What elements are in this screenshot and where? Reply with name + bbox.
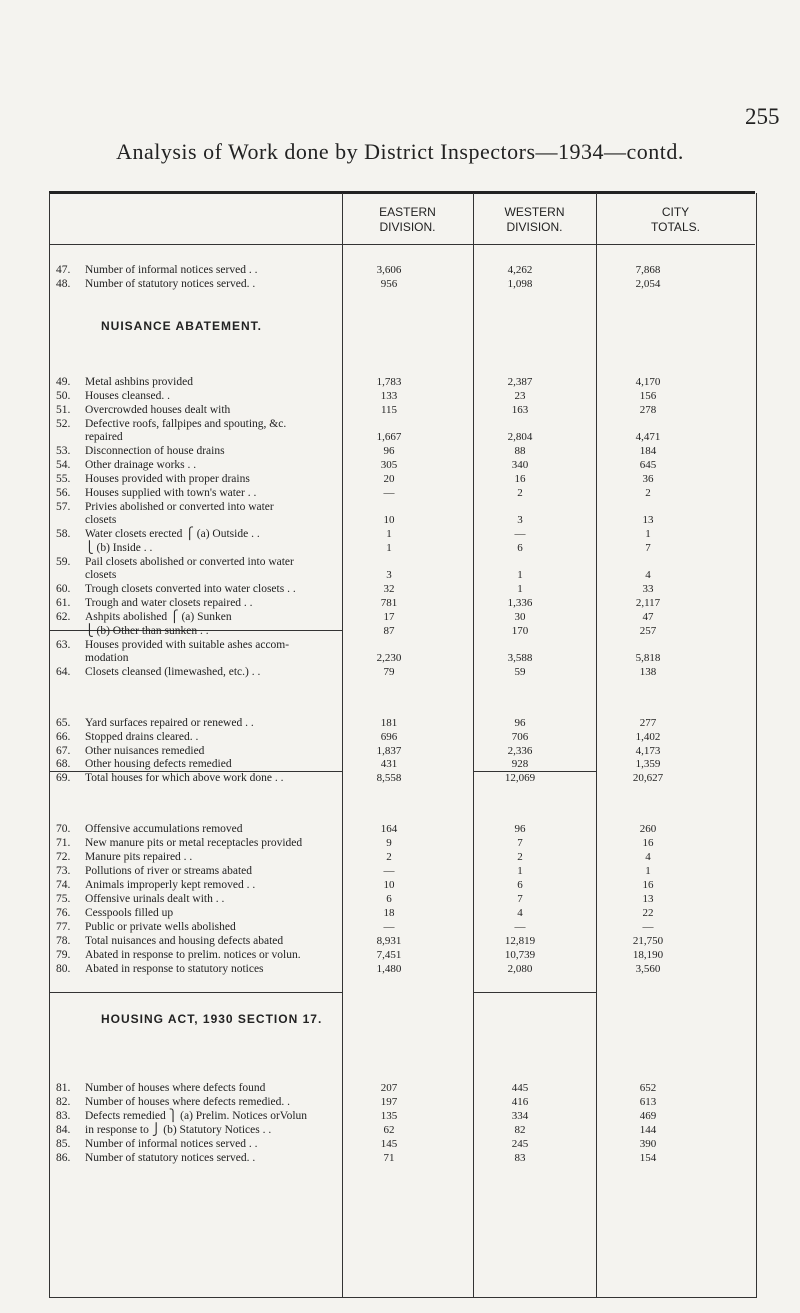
city-value: 277 (639, 717, 657, 729)
city-value: 2,054 (635, 278, 661, 290)
row-label: Defects remedied ⎫ (a) Prelim. Notices orVolun (85, 1110, 308, 1122)
row-label: Abated in response to prelim. notices or volun. (85, 949, 301, 961)
eastern-value: 164 (380, 823, 398, 835)
row-number: 47. (56, 264, 71, 276)
row-label: Number of informal notices served . . (85, 264, 258, 276)
city-value: 390 (639, 1138, 657, 1150)
row-number: 86. (56, 1152, 71, 1164)
row-label: Manure pits repaired . . (85, 851, 193, 863)
eastern-value: 8,558 (376, 772, 402, 784)
row-number: 71. (56, 837, 71, 849)
city-value: 22 (642, 907, 654, 919)
eastern-value: 62 (383, 1124, 395, 1136)
city-value: 278 (639, 404, 657, 416)
eastern-value: 10 (383, 514, 395, 526)
row-label: Water closets erected ⎧ (a) Outside . . (85, 528, 260, 540)
eastern-value: 115 (380, 404, 398, 416)
eastern-value: 696 (380, 731, 398, 743)
western-value: 340 (511, 459, 529, 471)
city-value: 5,818 (635, 652, 661, 664)
eastern-value: 1,667 (376, 431, 402, 443)
row-number: 77. (56, 921, 71, 933)
eastern-value: 9 (386, 837, 392, 849)
city-value: 4,170 (635, 376, 661, 388)
western-value: 706 (511, 731, 529, 743)
row-number: 79. (56, 949, 71, 961)
western-value: 3 (517, 514, 523, 526)
eastern-value: 8,931 (376, 935, 402, 947)
city-value: 18,190 (632, 949, 664, 961)
row-number: 59. (56, 556, 71, 568)
western-value: 2,804 (507, 431, 533, 443)
city-value: 144 (639, 1124, 657, 1136)
eastern-value: 6 (386, 893, 392, 905)
header-city-line1: CITY (661, 205, 690, 219)
row-label: Houses provided with proper drains (85, 473, 250, 485)
city-value: 645 (639, 459, 657, 471)
row-label: Other drainage works . . (85, 459, 197, 471)
city-value: 652 (639, 1082, 657, 1094)
page-title: Analysis of Work done by District Inspectors—1934—contd. (116, 139, 684, 164)
row-label: Number of informal notices served . . (85, 1138, 258, 1150)
western-value: 2,387 (507, 376, 533, 388)
eastern-value: 2,230 (376, 652, 402, 664)
city-value: 184 (639, 445, 657, 457)
row-label: Total nuisances and housing defects abated (85, 935, 284, 947)
city-value: 1 (645, 528, 651, 540)
column-divider (342, 193, 343, 1297)
row-label: Houses cleansed. . (85, 390, 170, 402)
row-number: 48. (56, 278, 71, 290)
row-label: Pail closets abolished or converted into water (85, 556, 294, 568)
western-value: 928 (511, 758, 529, 770)
eastern-value: — (383, 921, 395, 933)
row-label: Cesspools filled up (85, 907, 174, 919)
eastern-value: 20 (383, 473, 395, 485)
eastern-value: 7,451 (376, 949, 402, 961)
western-value: 23 (514, 390, 526, 402)
row-number: 80. (56, 963, 71, 975)
western-value: 10,739 (504, 949, 536, 961)
eastern-value: 96 (383, 445, 395, 457)
city-value: 7 (645, 542, 651, 554)
row-label: Houses provided with suitable ashes accom- (85, 639, 290, 651)
row-number: 70. (56, 823, 71, 835)
western-value: 7 (517, 893, 523, 905)
western-value: 170 (511, 625, 529, 637)
section-separator (49, 992, 342, 993)
row-label: ⎩ (b) Other than sunken . . (85, 625, 209, 637)
western-value: 6 (517, 542, 523, 554)
city-value: 257 (639, 625, 657, 637)
eastern-value: 3 (386, 569, 392, 581)
western-value: 96 (514, 717, 526, 729)
eastern-value: 197 (380, 1096, 398, 1108)
column-divider (596, 193, 597, 1297)
row-label: repaired (85, 431, 123, 443)
row-number: 57. (56, 501, 71, 513)
western-value: 1 (517, 583, 523, 595)
row-number: 55. (56, 473, 71, 485)
eastern-value: 71 (383, 1152, 395, 1164)
western-value: — (514, 528, 526, 540)
row-label: Trough and water closets repaired . . (85, 597, 253, 609)
header-eastern-line1: EASTERN (379, 205, 436, 219)
western-value: 1,098 (507, 278, 533, 290)
row-label: Offensive accumulations removed (85, 823, 243, 835)
western-value: 7 (517, 837, 523, 849)
row-number: 82. (56, 1096, 71, 1108)
row-number: 84. (56, 1124, 71, 1136)
row-label: Closets cleansed (limewashed, etc.) . . (85, 666, 261, 678)
western-value: 445 (511, 1082, 529, 1094)
row-label: closets (85, 569, 117, 581)
header-western-line1: WESTERN (504, 205, 565, 219)
section-heading-housing: HOUSING ACT, 1930 SECTION 17. (101, 1012, 323, 1026)
row-number: 74. (56, 879, 71, 891)
city-value: 138 (639, 666, 657, 678)
eastern-value: 2 (386, 851, 392, 863)
western-value: 334 (511, 1110, 529, 1122)
row-label: New manure pits or metal receptacles provided (85, 837, 303, 849)
row-label: Ashpits abolished ⎧ (a) Sunken (85, 611, 232, 623)
western-value: 416 (511, 1096, 529, 1108)
row-number: 73. (56, 865, 71, 877)
eastern-value: 1 (386, 528, 392, 540)
city-value: 4 (645, 569, 651, 581)
city-value: 1 (645, 865, 651, 877)
row-label: Houses supplied with town's water . . (85, 487, 257, 499)
city-value: 21,750 (632, 935, 664, 947)
city-value: 7,868 (635, 264, 661, 276)
row-label: Number of houses where defects found (85, 1082, 266, 1094)
header-western (473, 205, 596, 235)
eastern-value: 17 (383, 611, 395, 623)
row-label: Yard surfaces repaired or renewed . . (85, 717, 254, 729)
row-number: 51. (56, 404, 71, 416)
eastern-value: 32 (383, 583, 395, 595)
city-value: — (642, 921, 654, 933)
city-value: 16 (642, 879, 654, 891)
western-value: 1 (517, 569, 523, 581)
city-value: 1,402 (635, 731, 661, 743)
row-number: 49. (56, 376, 71, 388)
row-label: ⎩ (b) Inside . . (85, 542, 153, 554)
row-number: 62. (56, 611, 71, 623)
row-label: Defective roofs, fallpipes and spouting, &c. (85, 418, 287, 430)
row-number: 58. (56, 528, 71, 540)
eastern-value: — (383, 865, 395, 877)
row-number: 64. (56, 666, 71, 678)
eastern-value: 305 (380, 459, 398, 471)
row-number: 60. (56, 583, 71, 595)
row-label: Offensive urinals dealt with . . (85, 893, 225, 905)
eastern-value: 3,606 (376, 264, 402, 276)
western-value: 30 (514, 611, 526, 623)
eastern-value: 1,480 (376, 963, 402, 975)
western-value: 3,588 (507, 652, 533, 664)
city-value: 613 (639, 1096, 657, 1108)
row-number: 75. (56, 893, 71, 905)
city-value: 469 (639, 1110, 657, 1122)
eastern-value: 431 (380, 758, 398, 770)
eastern-value: — (383, 487, 395, 499)
row-label: Overcrowded houses dealt with (85, 404, 231, 416)
row-label: Stopped drains cleared. . (85, 731, 199, 743)
western-value: 16 (514, 473, 526, 485)
row-number: 50. (56, 390, 71, 402)
header-eastern-line2: DIVISION. (379, 220, 436, 234)
western-value: 2,336 (507, 745, 533, 757)
western-value: 2,080 (507, 963, 533, 975)
row-number: 54. (56, 459, 71, 471)
row-label: Number of statutory notices served. . (85, 278, 256, 290)
city-value: 4,471 (635, 431, 661, 443)
western-value: 6 (517, 879, 523, 891)
row-label: Pollutions of river or streams abated (85, 865, 253, 877)
row-label: Number of statutory notices served. . (85, 1152, 256, 1164)
city-value: 36 (642, 473, 654, 485)
row-number: 83. (56, 1110, 71, 1122)
eastern-value: 135 (380, 1110, 398, 1122)
section-heading-nuisance: NUISANCE ABATEMENT. (101, 319, 263, 333)
eastern-value: 207 (380, 1082, 398, 1094)
eastern-value: 781 (380, 597, 398, 609)
row-label: Abated in response to statutory notices (85, 963, 264, 975)
western-value: 59 (514, 666, 526, 678)
eastern-value: 181 (380, 717, 398, 729)
row-label: Animals improperly kept removed . . (85, 879, 256, 891)
city-value: 2 (645, 487, 651, 499)
row-label: Privies abolished or converted into water (85, 501, 274, 513)
header-city-line2: TOTALS. (651, 220, 700, 234)
western-value: 4,262 (507, 264, 533, 276)
eastern-value: 1,783 (376, 376, 402, 388)
city-value: 260 (639, 823, 657, 835)
row-number: 69. (56, 772, 71, 784)
page-number: 255 (745, 104, 780, 129)
western-value: 163 (511, 404, 529, 416)
header-eastern (342, 205, 473, 235)
row-label: Total houses for which above work done . . (85, 772, 284, 784)
western-value: 245 (511, 1138, 529, 1150)
row-number: 68. (56, 758, 71, 770)
city-value: 3,560 (635, 963, 661, 975)
city-value: 13 (642, 514, 654, 526)
western-value: 12,819 (504, 935, 536, 947)
row-number: 63. (56, 639, 71, 651)
header-city (596, 205, 755, 235)
row-number: 65. (56, 717, 71, 729)
eastern-value: 87 (383, 625, 395, 637)
row-label: closets (85, 514, 117, 526)
row-label: Trough closets converted into water closets . . (85, 583, 296, 595)
western-value: 2 (517, 487, 523, 499)
city-value: 154 (639, 1152, 657, 1164)
row-label: Other housing defects remedied (85, 758, 232, 770)
eastern-value: 1,837 (376, 745, 402, 757)
western-value: — (514, 921, 526, 933)
city-value: 4 (645, 851, 651, 863)
row-label: Other nuisances remedied (85, 745, 205, 757)
city-value: 13 (642, 893, 654, 905)
eastern-value: 79 (383, 666, 395, 678)
city-value: 156 (639, 390, 657, 402)
western-value: 2 (517, 851, 523, 863)
city-value: 47 (642, 611, 654, 623)
western-value: 82 (514, 1124, 526, 1136)
row-number: 61. (56, 597, 71, 609)
city-value: 1,359 (635, 758, 661, 770)
city-value: 16 (642, 837, 654, 849)
western-value: 83 (514, 1152, 526, 1164)
eastern-value: 1 (386, 542, 392, 554)
column-divider (473, 193, 474, 1297)
row-label: Metal ashbins provided (85, 376, 193, 388)
row-label: Public or private wells abolished (85, 921, 236, 933)
western-value: 96 (514, 823, 526, 835)
city-value: 2,117 (635, 597, 661, 609)
row-number: 67. (56, 745, 71, 757)
eastern-value: 10 (383, 879, 395, 891)
city-value: 33 (642, 583, 654, 595)
row-label: Disconnection of house drains (85, 445, 225, 457)
row-number: 66. (56, 731, 71, 743)
eastern-value: 145 (380, 1138, 398, 1150)
western-value: 4 (517, 907, 523, 919)
row-number: 76. (56, 907, 71, 919)
eastern-value: 18 (383, 907, 395, 919)
row-number: 53. (56, 445, 71, 457)
row-number: 56. (56, 487, 71, 499)
header-rule (49, 244, 755, 245)
western-value: 12,069 (504, 772, 536, 784)
city-value: 4,173 (635, 745, 661, 757)
eastern-value: 133 (380, 390, 398, 402)
city-value: 20,627 (632, 772, 664, 784)
row-number: 78. (56, 935, 71, 947)
eastern-value: 956 (380, 278, 398, 290)
row-label: Number of houses where defects remedied. . (85, 1096, 291, 1108)
row-number: 81. (56, 1082, 71, 1094)
western-value: 88 (514, 445, 526, 457)
western-value: 1 (517, 865, 523, 877)
row-number: 85. (56, 1138, 71, 1150)
western-value: 1,336 (507, 597, 533, 609)
row-number: 72. (56, 851, 71, 863)
row-number: 52. (56, 418, 71, 430)
row-label: modation (85, 652, 129, 664)
header-western-line2: DIVISION. (506, 220, 563, 234)
row-label: in response to ⎭ (b) Statutory Notices . . (85, 1124, 272, 1136)
section-separator (473, 992, 596, 993)
